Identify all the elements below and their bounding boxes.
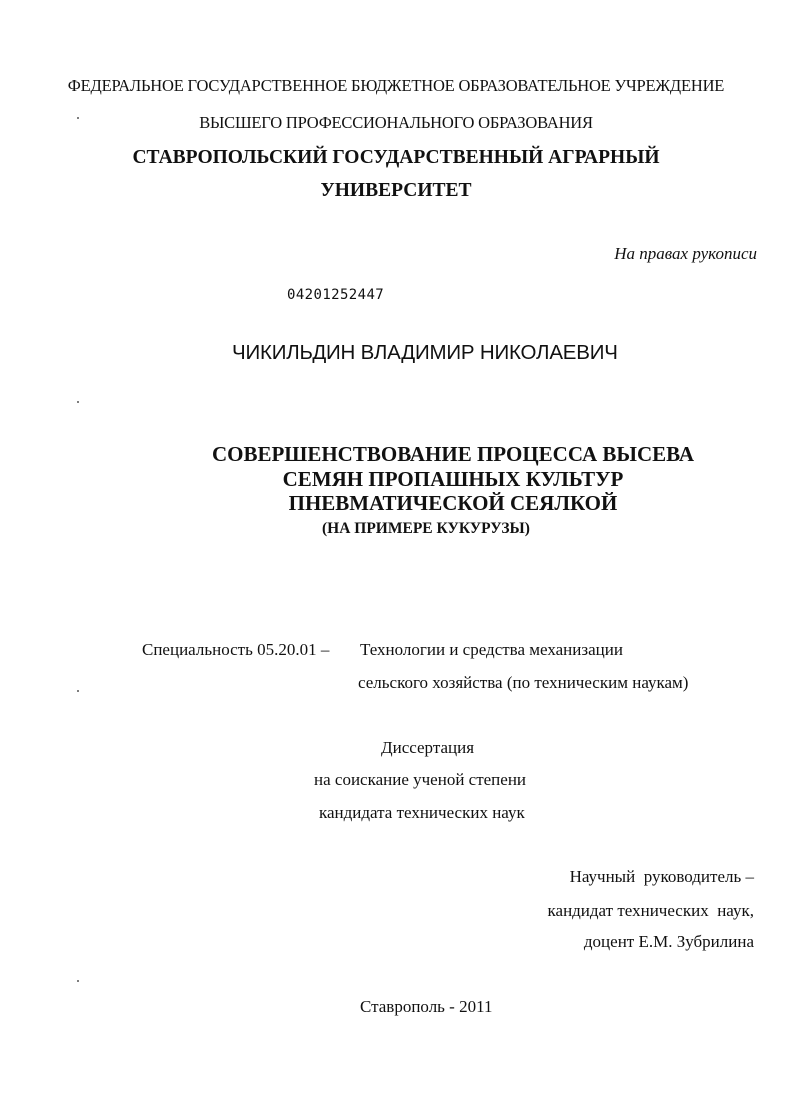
title-line-3: ПНЕВМАТИЧЕСКОЙ СЕЯЛКОЙ (288, 491, 618, 515)
dissertation-title (205, 442, 701, 516)
degree-line-1: на соискание ученой степени (314, 770, 527, 789)
institution-line-2: ВЫСШЕГО ПРОФЕССИОНАЛЬНОГО ОБРАЗОВАНИЯ (199, 113, 593, 132)
university-name-line-2: УНИВЕРСИТЕТ (320, 180, 472, 201)
specialty-text-line-1: Технологии и средства механизации (360, 640, 623, 659)
supervisor-name: доцент Е.М. Зубрилина (583, 932, 754, 951)
supervisor-label: Научный руководитель – (569, 867, 754, 886)
scan-speck (77, 980, 79, 982)
scan-speck (77, 117, 79, 119)
catalog-code: 04201252447 (287, 287, 385, 303)
city-year: Ставрополь - 2011 (360, 997, 493, 1016)
degree-line-2: кандидата технических наук (319, 803, 525, 822)
specialty-text-line-2: сельского хозяйства (по техническим наукам) (358, 673, 689, 692)
dissertation-label: Диссертация (381, 738, 475, 757)
specialty-label: Специальность 05.20.01 – (142, 640, 330, 659)
title-subtitle: (НА ПРИМЕРЕ КУКУРУЗЫ) (322, 520, 530, 537)
author-name: ЧИКИЛЬДИН ВЛАДИМИР НИКОЛАЕВИЧ (232, 341, 618, 364)
scan-speck (77, 401, 79, 403)
title-line-2: СЕМЯН ПРОПАШНЫХ КУЛЬТУР (282, 466, 624, 491)
scan-speck (77, 690, 79, 692)
title-line-1: СОВЕРШЕНСТВОВАНИЕ ПРОЦЕССА ВЫСЕВА (211, 442, 695, 466)
manuscript-rights-note: На правах рукописи (614, 244, 757, 263)
institution-line-1: ФЕДЕРАЛЬНОЕ ГОСУДАРСТВЕННОЕ БЮДЖЕТНОЕ ОБРАЗОВАТЕЛЬНОЕ УЧРЕЖДЕНИЕ (67, 76, 725, 95)
supervisor-degree: кандидат технических наук, (547, 901, 754, 920)
university-name-line-1: СТАВРОПОЛЬСКИЙ ГОСУДАРСТВЕННЫЙ АГРАРНЫЙ (132, 147, 660, 168)
